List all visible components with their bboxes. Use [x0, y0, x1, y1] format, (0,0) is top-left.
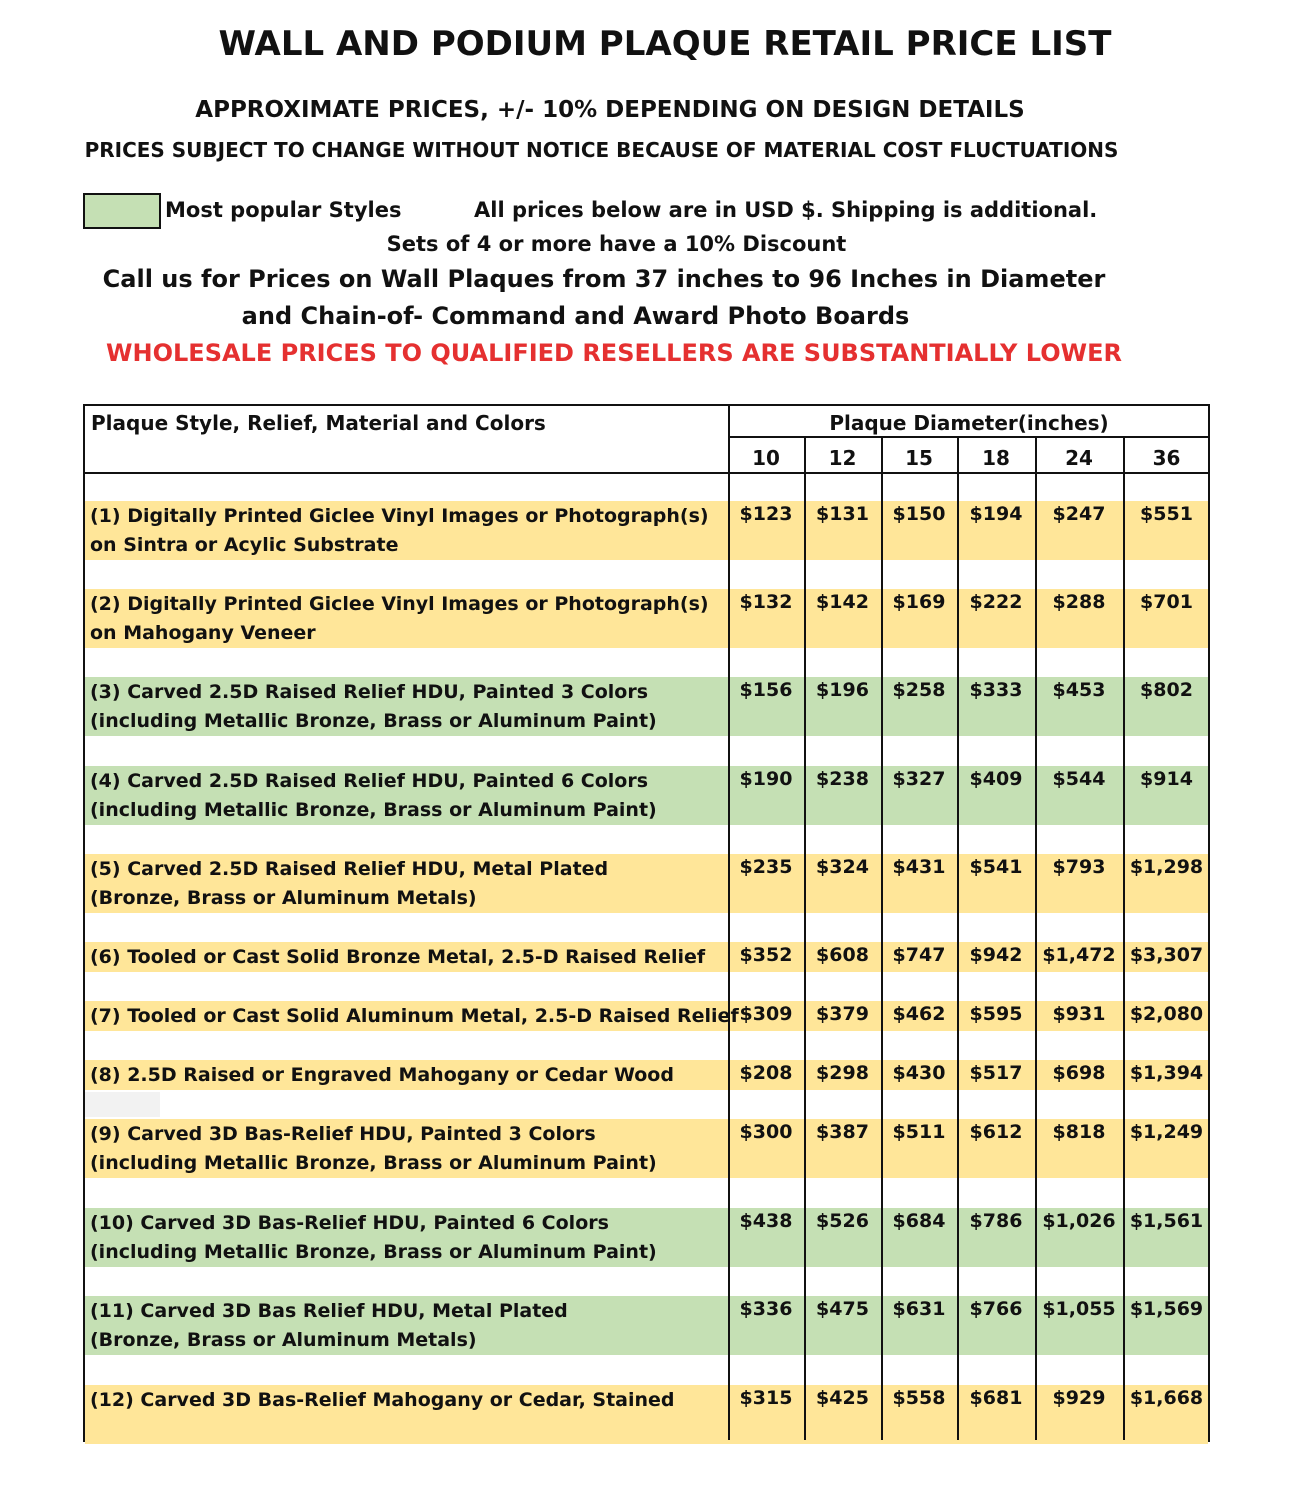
row-description: [90, 1002, 739, 1031]
price-cell: $544: [1052, 768, 1106, 790]
price-cell: $802: [1140, 679, 1193, 701]
row-description-line2: (including Metallic Bronze, Brass or Aluminum Paint): [90, 1241, 657, 1263]
price-cell: $409: [969, 768, 1023, 790]
price-table: [83, 404, 1210, 1442]
price-cell: $196: [816, 679, 869, 701]
price-cell: $793: [1052, 856, 1106, 878]
price-cell: $352: [739, 944, 793, 966]
price-cell: $681: [969, 1387, 1023, 1409]
price-cell: $929: [1052, 1387, 1106, 1409]
price-cell: $222: [969, 591, 1023, 613]
price-cell: $631: [892, 1298, 946, 1320]
column-divider: [728, 406, 730, 1440]
price-cell: $288: [1052, 591, 1106, 613]
price-cell: $142: [816, 591, 869, 613]
price-cell: $247: [1052, 503, 1106, 525]
price-cell: $315: [739, 1387, 793, 1409]
price-cell: $942: [969, 944, 1023, 966]
price-cell: $684: [892, 1210, 946, 1232]
price-cell: $132: [739, 591, 793, 613]
price-cell: $701: [1140, 591, 1193, 613]
row-description-line1: (7) Tooled or Cast Solid Aluminum Metal, 2.5-D Raised Relief: [90, 1005, 739, 1027]
row-description-line1: (4) Carved 2.5D Raised Relief HDU, Painted 6 Colors: [90, 770, 649, 792]
diameter-column-header: Plaque Diameter(inches): [829, 411, 1109, 435]
row-description: [90, 678, 657, 736]
popular-legend-swatch: [83, 193, 161, 229]
price-cell: $558: [892, 1387, 946, 1409]
price-cell: $2,080: [1129, 1003, 1204, 1025]
header-bottom-border: [85, 472, 1210, 474]
price-cell: $1,472: [1042, 944, 1116, 966]
call-note-line2: and Chain-of- Command and Award Photo Boards: [241, 302, 910, 330]
price-cell: $3,307: [1129, 944, 1204, 966]
price-cell: $208: [739, 1062, 793, 1084]
price-cell: $431: [892, 856, 946, 878]
row-description-line1: (2) Digitally Printed Giclee Vinyl Images or Photograph(s): [90, 593, 709, 615]
row-description-line2: on Mahogany Veneer: [90, 622, 316, 644]
price-cell: $612: [969, 1121, 1023, 1143]
price-cell: $300: [739, 1121, 793, 1143]
row-description-line2: (Bronze, Brass or Aluminum Metals): [90, 887, 477, 909]
row-description-line2: (including Metallic Bronze, Brass or Aluminum Paint): [90, 710, 657, 732]
price-cell: $190: [739, 768, 793, 790]
price-cell: $131: [816, 503, 869, 525]
price-cell: $1,668: [1129, 1387, 1204, 1409]
price-cell: $698: [1052, 1062, 1106, 1084]
row-description: [90, 502, 709, 560]
discount-note: Sets of 4 or more have a 10% Discount: [386, 232, 847, 256]
price-cell: $526: [816, 1210, 869, 1232]
price-cell: $551: [1140, 503, 1193, 525]
price-cell: $766: [969, 1298, 1023, 1320]
row-description-line2: (Bronze, Brass or Aluminum Metals): [90, 1329, 477, 1351]
price-cell: $517: [969, 1062, 1023, 1084]
size-header-18: 18: [982, 446, 1010, 470]
column-divider: [1035, 438, 1037, 1440]
column-divider: [957, 438, 959, 1440]
price-cell: $336: [739, 1298, 793, 1320]
size-header-12: 12: [828, 446, 857, 470]
price-cell: $462: [892, 1003, 946, 1025]
row-description-line1: (9) Carved 3D Bas-Relief HDU, Painted 3 Colors: [90, 1123, 596, 1145]
size-header-36: 36: [1152, 446, 1181, 470]
row-description: [90, 1120, 657, 1178]
approximate-prices-note: APPROXIMATE PRICES, +/- 10% DEPENDING ON DESIGN DETAILS: [195, 97, 1025, 123]
price-cell: $511: [892, 1121, 946, 1143]
wholesale-note: WHOLESALE PRICES TO QUALIFIED RESELLERS ARE SUBSTANTIALLY LOWER: [106, 339, 1122, 367]
price-cell: $1,055: [1042, 1298, 1116, 1320]
price-cell: $1,569: [1129, 1298, 1204, 1320]
price-cell: $258: [892, 679, 946, 701]
size-header-15: 15: [905, 446, 933, 470]
price-cell: $238: [816, 768, 869, 790]
row-description: [90, 1209, 657, 1267]
price-cell: $1,298: [1129, 856, 1204, 878]
row-gap: [85, 1092, 160, 1117]
header-divider: [728, 436, 1210, 438]
row-description-line1: (6) Tooled or Cast Solid Bronze Metal, 2.5-D Raised Relief: [90, 946, 706, 968]
price-cell: $1,394: [1129, 1062, 1204, 1084]
currency-shipping-note: All prices below are in USD $. Shipping is additional.: [474, 198, 1098, 222]
price-cell: $235: [739, 856, 793, 878]
row-description-line1: (5) Carved 2.5D Raised Relief HDU, Metal Plated: [90, 858, 609, 880]
row-description-line2: on Sintra or Acylic Substrate: [90, 534, 399, 556]
price-cell: $453: [1052, 679, 1106, 701]
column-divider: [1123, 438, 1125, 1440]
popular-legend-label: Most popular Styles: [165, 198, 402, 222]
price-cell: $608: [816, 944, 869, 966]
price-cell: $541: [969, 856, 1023, 878]
price-cell: $379: [816, 1003, 869, 1025]
price-cell: $438: [739, 1210, 793, 1232]
price-cell: $123: [739, 503, 793, 525]
price-cell: $194: [969, 503, 1023, 525]
row-description-line2: (including Metallic Bronze, Brass or Aluminum Paint): [90, 1152, 657, 1174]
call-note-line1: Call us for Prices on Wall Plaques from 37 inches to 96 Inches in Diameter: [102, 265, 1106, 293]
price-cell: $1,026: [1042, 1210, 1116, 1232]
price-cell: $387: [816, 1121, 869, 1143]
column-divider: [881, 438, 883, 1440]
row-description: [90, 767, 657, 825]
price-change-note: PRICES SUBJECT TO CHANGE WITHOUT NOTICE BECAUSE OF MATERIAL COST FLUCTUATIONS: [84, 138, 1119, 162]
price-cell: $1,249: [1129, 1121, 1204, 1143]
row-description-line1: (12) Carved 3D Bas-Relief Mahogany or Cedar, Stained: [90, 1389, 675, 1411]
row-description-line2: (including Metallic Bronze, Brass or Aluminum Paint): [90, 799, 657, 821]
price-cell: $1,561: [1129, 1210, 1204, 1232]
row-description-line1: (1) Digitally Printed Giclee Vinyl Images or Photograph(s): [90, 505, 709, 527]
price-cell: $156: [739, 679, 793, 701]
price-cell: $169: [892, 591, 946, 613]
price-cell: $595: [969, 1003, 1023, 1025]
price-cell: $324: [816, 856, 869, 878]
page-title: WALL AND PODIUM PLAQUE RETAIL PRICE LIST: [218, 24, 1112, 64]
style-column-header: Plaque Style, Relief, Material and Colors: [91, 411, 546, 435]
price-cell: $327: [892, 768, 946, 790]
price-cell: $425: [816, 1387, 869, 1409]
price-cell: $150: [892, 503, 946, 525]
row-description: [90, 855, 608, 913]
row-description-line1: (3) Carved 2.5D Raised Relief HDU, Painted 3 Colors: [90, 681, 649, 703]
row-description: [90, 1061, 674, 1090]
row-description: [90, 590, 709, 648]
price-cell: $747: [892, 944, 946, 966]
price-cell: $914: [1140, 768, 1193, 790]
column-divider: [804, 438, 806, 1440]
row-description-line1: (8) 2.5D Raised or Engraved Mahogany or Cedar Wood: [90, 1064, 674, 1086]
row-description-line1: (10) Carved 3D Bas-Relief HDU, Painted 6 Colors: [90, 1212, 609, 1234]
price-cell: $475: [816, 1298, 869, 1320]
row-description-line1: (11) Carved 3D Bas Relief HDU, Metal Plated: [90, 1300, 568, 1322]
row-description: [90, 943, 705, 972]
price-cell: $298: [816, 1062, 869, 1084]
price-cell: $309: [739, 1003, 793, 1025]
size-header-10: 10: [752, 446, 780, 470]
price-cell: $786: [969, 1210, 1023, 1232]
size-header-24: 24: [1065, 446, 1093, 470]
row-description: [90, 1297, 568, 1355]
price-cell: $931: [1052, 1003, 1106, 1025]
row-description: [90, 1386, 675, 1415]
price-cell: $333: [969, 679, 1023, 701]
price-cell: $430: [892, 1062, 946, 1084]
price-cell: $818: [1052, 1121, 1106, 1143]
